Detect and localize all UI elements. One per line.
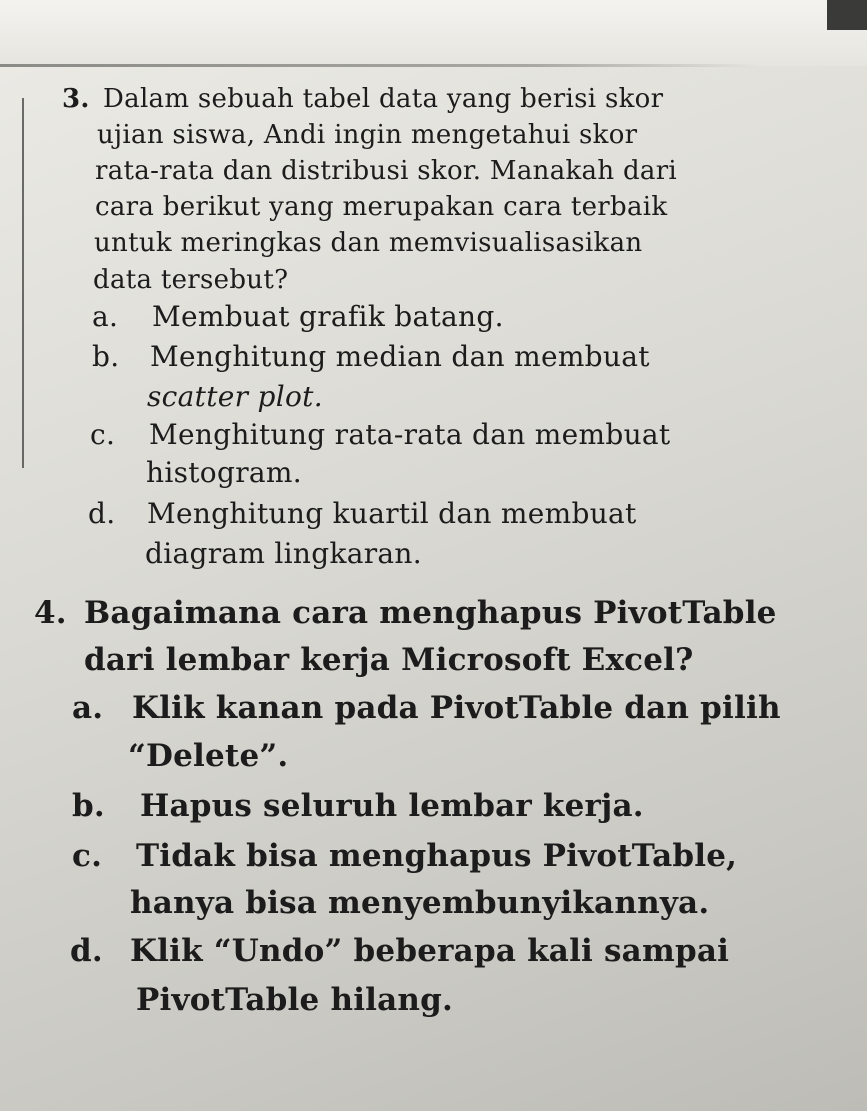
option-text: Menghitung median dan membuat	[150, 340, 650, 373]
question-text-line: ujian siswa, Andi ingin mengetahui skor	[97, 120, 638, 150]
option-text: Klik kanan pada PivotTable dan pilih	[132, 690, 781, 726]
question-number: 3.	[62, 84, 90, 114]
page-edge	[0, 64, 760, 67]
question-text-line: dari lembar kerja Microsoft Excel?	[84, 642, 694, 678]
option-label: b.	[92, 340, 120, 373]
question-text-line: Dalam sebuah tabel data yang berisi skor	[103, 84, 664, 114]
option-text: hanya bisa menyembunyikannya.	[130, 885, 710, 921]
page-top-area	[0, 0, 867, 66]
option-label: d.	[70, 933, 103, 969]
question-text-line: Bagaimana cara menghapus PivotTable	[84, 595, 777, 631]
margin-rule	[22, 98, 24, 468]
option-text: diagram lingkaran.	[145, 537, 422, 570]
option-label: a.	[72, 690, 104, 726]
option-text: Membuat grafik batang.	[152, 300, 504, 333]
question-text-line: untuk meringkas dan memvisualisasikan	[94, 228, 643, 258]
option-text: “Delete”.	[128, 738, 289, 774]
option-text: Hapus seluruh lembar kerja.	[140, 788, 644, 824]
corner-shadow	[827, 0, 867, 30]
question-number: 4.	[34, 595, 67, 631]
question-text-line: rata-rata dan distribusi skor. Manakah dari	[95, 156, 678, 186]
option-label: b.	[72, 788, 105, 824]
option-text: Tidak bisa menghapus PivotTable,	[136, 838, 738, 874]
option-label: d.	[88, 497, 116, 530]
question-text-line: cara berikut yang merupakan cara terbaik	[95, 192, 668, 222]
option-text: Menghitung rata-rata dan membuat	[149, 418, 671, 451]
option-text: histogram.	[146, 456, 302, 489]
option-text: Klik “Undo” beberapa kali sampai	[130, 933, 730, 969]
question-text-line: data tersebut?	[93, 265, 289, 295]
option-label: c.	[72, 838, 103, 874]
option-text: PivotTable hilang.	[136, 982, 454, 1018]
option-text: scatter plot.	[147, 380, 323, 413]
option-label: c.	[90, 418, 116, 451]
option-label: a.	[92, 300, 119, 333]
option-text: Menghitung kuartil dan membuat	[147, 497, 637, 530]
